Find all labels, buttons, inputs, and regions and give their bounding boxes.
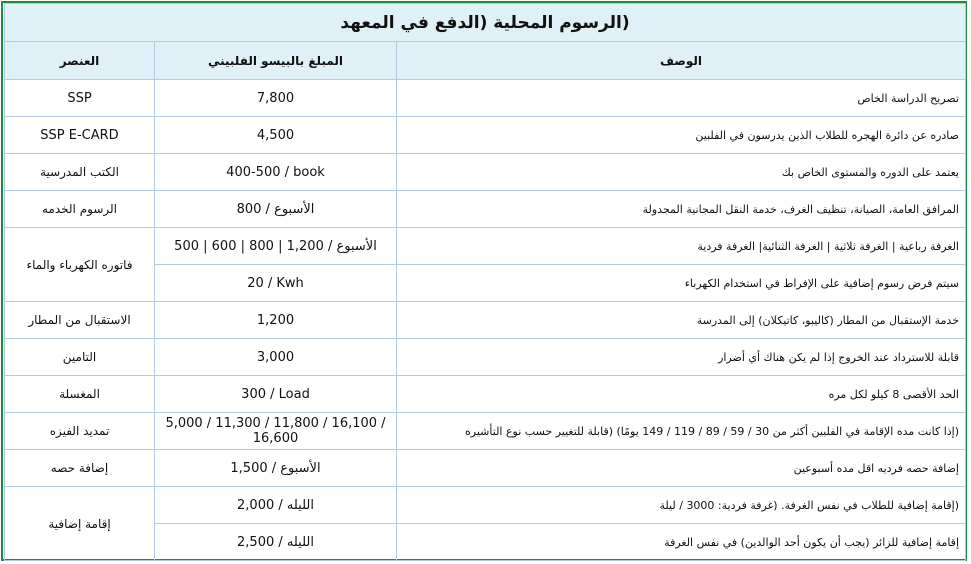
row-description: خدمة الإستقبال من المطار (كاليبو، كاتيكلان) إلى المدرسة xyxy=(397,302,966,339)
row-amount: 3,000 xyxy=(155,339,397,376)
row-amount: 7,800 xyxy=(155,80,397,117)
row-description: الغرفة رباعية | الغرفة ثلاثية | الغرفة الثنائية| الغرفة فردية xyxy=(397,228,966,265)
row-description: تصريح الدراسة الخاص xyxy=(397,80,966,117)
row-description: الحد الأقصى 8 كيلو لكل مره xyxy=(397,376,966,413)
row-element: المغسلة xyxy=(5,376,155,413)
row-element: تمديد الفيزه xyxy=(5,413,155,450)
row-description: يعتمد على الدوره والمستوى الخاص بك xyxy=(397,154,966,191)
row-element: إضافة حصه xyxy=(5,450,155,487)
row-amount: 4,500 xyxy=(155,117,397,154)
row-element: الكتب المدرسية xyxy=(5,154,155,191)
header-description: الوصف xyxy=(397,42,966,80)
table-row xyxy=(5,376,966,413)
table-row xyxy=(5,450,966,487)
row-amount: الأسبوع / 800 xyxy=(155,191,397,228)
table-row xyxy=(5,487,966,524)
table-row xyxy=(5,339,966,376)
row-amount: 5,000 / 11,300 / 11,800 / 16,100 / 16,600 xyxy=(155,413,397,450)
table-row xyxy=(5,228,966,265)
header-amount: المبلغ بالبيسو الفلبيني xyxy=(155,42,397,80)
row-description: صادره عن دائرة الهجره للطلاب الذين يدرسون في الفلبين xyxy=(397,117,966,154)
local-fees-table xyxy=(4,3,966,561)
row-amount: الليله / 2,500 xyxy=(155,524,397,561)
row-amount: 20 / Kwh xyxy=(155,265,397,302)
row-description: قابلة للاسترداد عند الخروج إذا لم يكن هناك أي أضرار xyxy=(397,339,966,376)
row-amount: الأسبوع / 1,500 xyxy=(155,450,397,487)
row-amount: 300 / Load xyxy=(155,376,397,413)
row-amount: 400-500 / book xyxy=(155,154,397,191)
row-description: إضافة حصه فرديه اقل مده أسبوعين xyxy=(397,450,966,487)
table-row xyxy=(5,413,966,450)
row-element: SSP E-CARD xyxy=(5,117,155,154)
row-element: إقامة إضافية xyxy=(5,487,155,561)
row-amount: 1,200 xyxy=(155,302,397,339)
row-element: فاتوره الكهرباء والماء xyxy=(5,228,155,302)
row-description: إقامة إضافية للزائر (يجب أن يكون أحد الوالدين) في نفس الغرفة xyxy=(397,524,966,561)
row-description: المرافق العامة، الصيانة، تنظيف الغرف، خدمة النقل المجانية المجدولة xyxy=(397,191,966,228)
header-element: العنصر xyxy=(5,42,155,80)
table-row xyxy=(5,117,966,154)
row-description: سيتم فرض رسوم إضافية على الإفراط في استخدام الكهرباء xyxy=(397,265,966,302)
table-title: (الرسوم المحلية (الدفع في المعهد xyxy=(5,4,966,42)
table-row xyxy=(5,191,966,228)
row-element: الاستقبال من المطار xyxy=(5,302,155,339)
table-row xyxy=(5,80,966,117)
row-element: التامين xyxy=(5,339,155,376)
row-description: (إقامة إضافية للطلاب في نفس الغرفة. (غرفة فردية: 3000 / ليلة xyxy=(397,487,966,524)
row-description: (إذا كانت مده الإقامة في الفلبين أكثر من 30 / 59 / 89 / 119 / 149 يومًا) (قابلة للتغيير حسب نوع التأشيره xyxy=(397,413,966,450)
row-amount: الأسبوع / 1,200 | 800 | 600 | 500 xyxy=(155,228,397,265)
row-element: الرسوم الخدمه xyxy=(5,191,155,228)
row-amount: الليله / 2,000 xyxy=(155,487,397,524)
table-row xyxy=(5,154,966,191)
table-row xyxy=(5,302,966,339)
row-element: SSP xyxy=(5,80,155,117)
